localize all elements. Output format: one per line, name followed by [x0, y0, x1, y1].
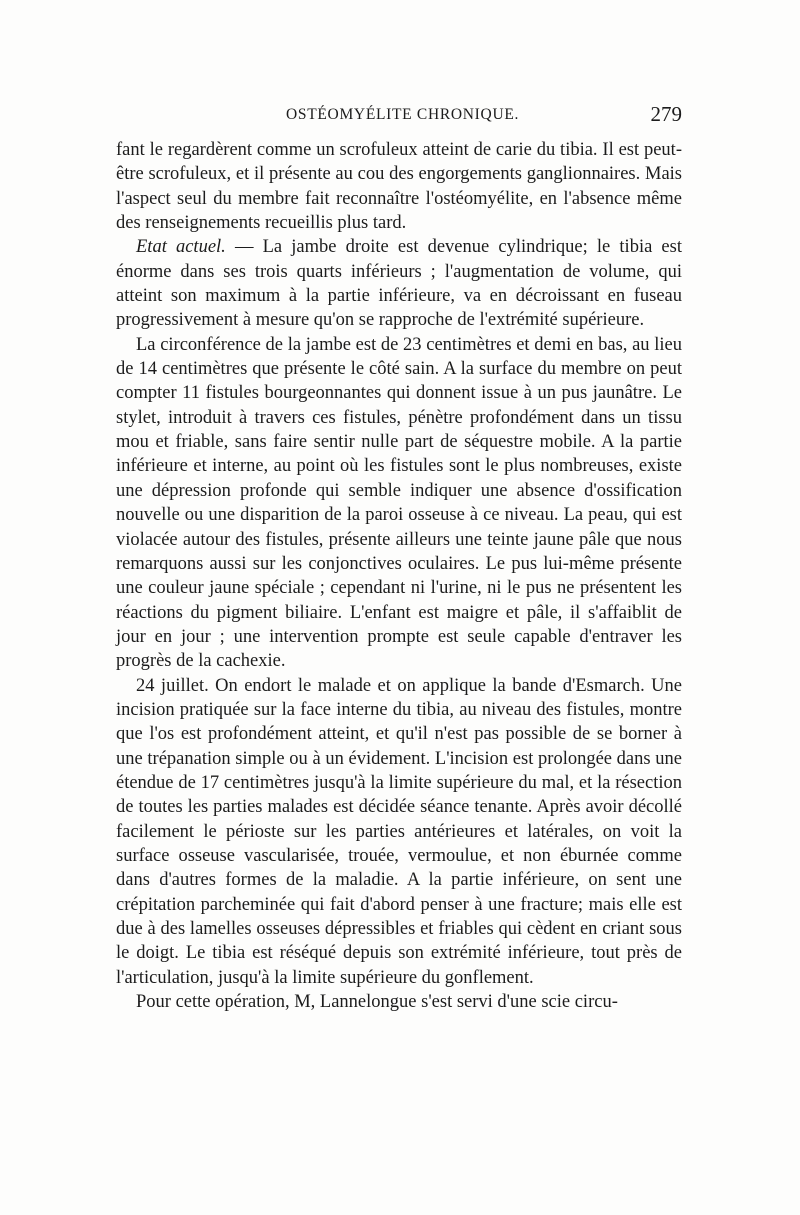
paragraph-text: 24 juillet. On endort le malade et on applique la bande d'Esmarch. Une incision pratiquée sur la face interne du tibia, au niveau des fistules, montre que l'os est profondément atteint, et qu'il n'est pas possible de se borner à une trépanation simple ou à un évidement. L'incision est prolongée dans une étendue de 17 centimètres jusqu'à la limite supérieure du mal, et la résection de toutes les parties malades est décidée séance tenante. Après avoir décollé facilement le périoste sur les parties antérieures et latérales, on voit la surface osseuse vascularisée, trouée, vermoulue, et non éburnée comme dans d'autres formes de la maladie. A la partie inférieure, on sent une crépitation parcheminée qui fait d'abord penser à une fracture; mais elle est due à des lamelles osseuses dépressibles et friables qui cèdent en criant sous le doigt. Le tibia est réséqué depuis son extrémité inférieure, tout près de l'articulation, jusqu'à la limite supérieure du gonflement.	[116, 675, 682, 988]
paragraph	[116, 235, 682, 332]
paragraph	[116, 674, 682, 990]
paragraph-text: — La jambe droite est devenue cylindrique; le tibia est énorme dans ses trois quarts inférieurs ; l'augmentation de volume, qui atteint son maximum à la partie inférieure, va en décroissant en fuseau progressivement à mesure qu'on se rapproche de l'extrémité supérieure.	[116, 237, 682, 331]
paragraph-text: fant le regardèrent comme un scrofuleux atteint de carie du tibia. Il est peut-être scrofuleux, et il présente au cou des engorgements ganglionnaires. Mais l'aspect seul du membre fait reconnaître l'ostéomyélite, en l'absence même des renseignements recueillis plus tard.	[116, 140, 682, 234]
page-header	[116, 102, 682, 128]
paragraph-lead: Etat actuel.	[136, 237, 226, 258]
paragraph	[116, 333, 682, 674]
paragraph-text: La circonférence de la jambe est de 23 centimètres et demi en bas, au lieu de 14 centimètres que présente le côté sain. A la surface du membre on peut compter 11 fistules bourgeonnantes qui donnent issue à un pus jaunâtre. Le stylet, introduit à travers ces fistules, pénètre profondément dans un tissu mou et friable, sans faire sentir nulle part de séquestre mobile. A la partie inférieure et interne, au point où les fistules sont le plus nombreuses, existe une dépression profonde qui semble indiquer une absence d'ossification nouvelle ou une disparition de la paroi osseuse à ce niveau. La peau, qui est violacée autour des fistules, présente ailleurs une teinte jaune pâle que nous remarquons aussi sur les conjonctives oculaires. Le pus lui-même présente une couleur jaune spéciale ; cependant ni l'urine, ni le pus ne présentent les réactions du pigment biliaire. L'enfant est maigre et pâle, il s'affaiblit de jour en jour ; une intervention prompte est seule capable d'entraver les progrès de la cachexie.	[116, 334, 682, 672]
body-text	[116, 138, 682, 1014]
paragraph-text: Pour cette opération, M, Lannelongue s'est servi d'une scie circu-	[136, 992, 618, 1013]
paragraph	[116, 138, 682, 235]
running-title: OSTÉOMYÉLITE CHRONIQUE.	[286, 106, 520, 123]
paragraph	[116, 990, 682, 1014]
page-number: 279	[650, 102, 682, 126]
